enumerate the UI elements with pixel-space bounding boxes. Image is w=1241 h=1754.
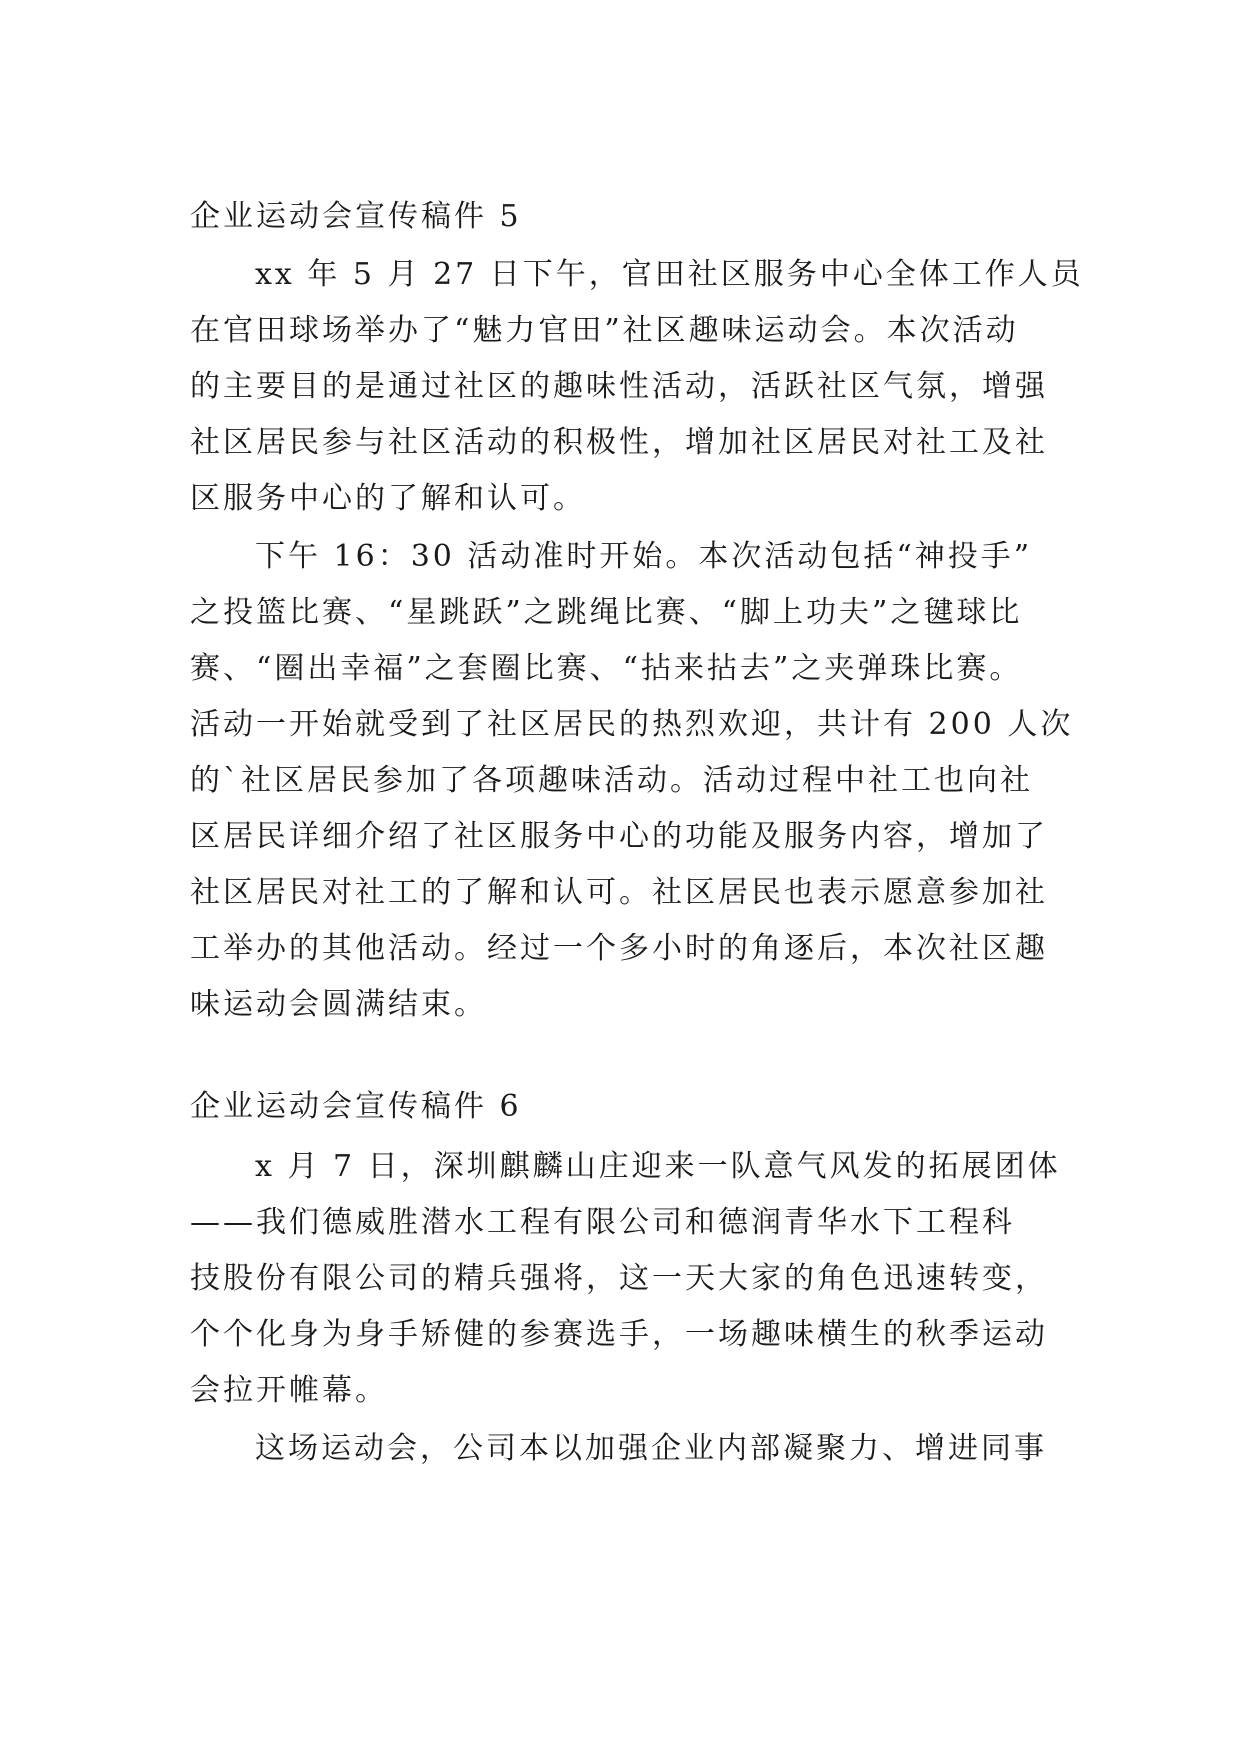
paragraph-line: 的主要目的是通过社区的趣味性活动，活跃社区气氛，增强 [190,369,1048,404]
paragraph-line: 社区居民参与社区活动的积极性，增加社区居民对社工及社 [190,425,1048,460]
paragraph-line: 的`社区居民参加了各项趣味活动。活动过程中社工也向社 [190,763,1033,798]
paragraph-line: ——我们德威胜潜水工程有限公司和德润青华水下工程科 [190,1205,1015,1240]
paragraph-line: 味运动会圆满结束。 [190,987,487,1022]
paragraph-line: 工举办的其他活动。经过一个多小时的角逐后，本次社区趣 [190,931,1048,966]
paragraph-line: 这场运动会，公司本以加强企业内部凝聚力、增进同事 [255,1431,1047,1466]
paragraph-line: 个个化身为身手矫健的参赛选手，一场趣味横生的秋季运动 [190,1317,1048,1352]
paragraph-line: 活动一开始就受到了社区居民的热烈欢迎，共计有 200 人次 [190,707,1074,742]
paragraph-line: xx 年 5 月 27 日下午，官田社区服务中心全体工作人员 [255,257,1084,292]
paragraph-line: 区服务中心的了解和认可。 [190,481,586,516]
section-heading: 企业运动会宣传稿件 5 [190,199,522,234]
paragraph-line: 区居民详细介绍了社区服务中心的功能及服务内容，增加了 [190,819,1048,854]
section-heading: 企业运动会宣传稿件 6 [190,1089,522,1124]
paragraph-line: 技股份有限公司的精兵强将，这一天大家的角色迅速转变， [190,1261,1048,1296]
paragraph-line: 赛、“圈出幸福”之套圈比赛、“拈来拈去”之夹弹珠比赛。 [190,651,1023,686]
paragraph-line: 社区居民对社工的了解和认可。社区居民也表示愿意参加社 [190,875,1048,910]
paragraph-line: 会拉开帷幕。 [190,1373,388,1408]
paragraph-line: 在官田球场举办了“魅力官田”社区趣味运动会。本次活动 [190,313,1019,348]
paragraph-line: 下午 16：30 活动准时开始。本次活动包括“神投手” [255,539,1033,574]
paragraph-line: 之投篮比赛、“星跳跃”之跳绳比赛、“脚上功夫”之毽球比 [190,595,1023,630]
paragraph-line: x 月 7 日，深圳麒麟山庄迎来一队意气风发的拓展团体 [255,1149,1061,1184]
